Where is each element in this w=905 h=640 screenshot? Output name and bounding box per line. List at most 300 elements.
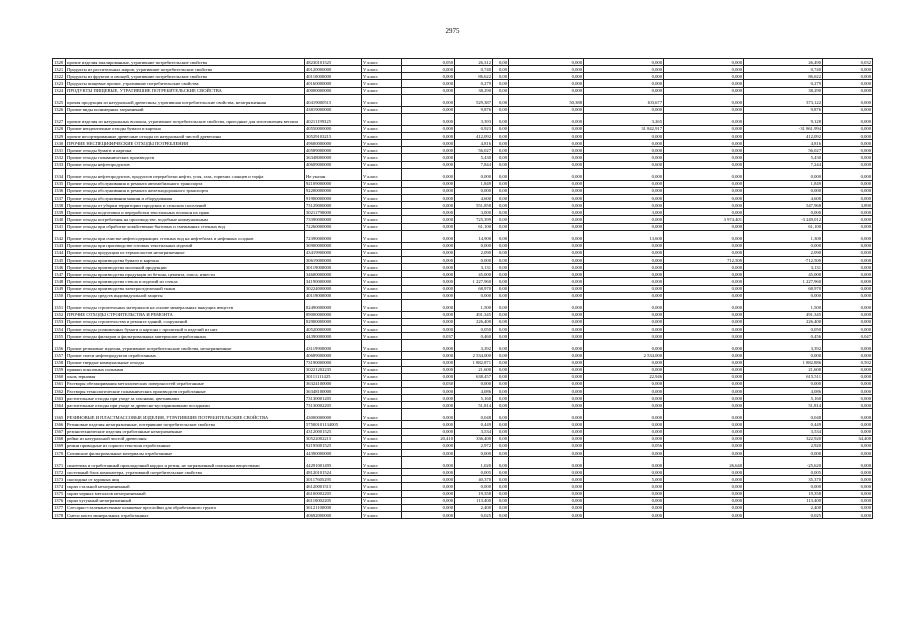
- col-end-cell: 0,000: [823, 326, 873, 333]
- hazard-class-cell: V класс: [362, 180, 402, 187]
- waste-name-cell: Прочие отходы от уборки территории городских и сельских поселений: [66, 202, 305, 209]
- table-row: [53, 168, 873, 180]
- col-end-cell: 0,000: [823, 147, 873, 154]
- table-row: [53, 256, 873, 263]
- col-end-cell: 0,000: [823, 230, 873, 242]
- waste-code-cell: 30111111425: [305, 373, 362, 380]
- hazard-class-cell: V класс: [362, 435, 402, 442]
- hazard-class-cell: V класс: [362, 457, 402, 469]
- table-row: [53, 340, 873, 352]
- col-start-cell: 0,000: [402, 223, 455, 230]
- col-used-cell: 0,000: [509, 428, 584, 435]
- row-number-cell: 1341: [53, 223, 66, 230]
- hazard-class-cell: V класс: [362, 209, 402, 216]
- col-remainder-cell: 0,000: [744, 168, 823, 180]
- col-used-cell: 0,000: [509, 285, 584, 292]
- col-transferred-cell: 0,000: [584, 512, 664, 519]
- row-number-cell: 1336: [53, 187, 66, 194]
- table-row: [53, 80, 873, 87]
- waste-code-cell: 30529103215: [305, 132, 362, 139]
- hazard-class-cell: V класс: [362, 132, 402, 139]
- hazard-class-cell: V класс: [362, 106, 402, 113]
- col-remainder-cell: 3,534: [744, 428, 823, 435]
- table-row: [53, 352, 873, 359]
- waste-name-cell: Продукты из фруктов и овощей, утратившие потребительские свойства: [66, 73, 305, 80]
- col-received-cell: 0,00: [493, 187, 509, 194]
- waste-name-cell: синтетика и отработанный прокладочный кордол и резин, не загрязненный опасными веществами: [66, 457, 305, 469]
- col-received-cell: 0,00: [493, 80, 509, 87]
- waste-code-cell: 92109000000: [305, 180, 362, 187]
- hazard-class-cell: V класс: [362, 373, 402, 380]
- table-row: [53, 285, 873, 292]
- col-used-cell: 0,000: [509, 326, 584, 333]
- table-row: [53, 230, 873, 242]
- col-transferred-cell: 0,000: [584, 202, 664, 209]
- col-formed-cell: 0,000: [455, 380, 493, 387]
- col-start-cell: 0,000: [402, 442, 455, 449]
- col-received-cell: 0,00: [493, 435, 509, 442]
- row-number-cell: 1337: [53, 194, 66, 201]
- col-placed-cell: 0,000: [664, 469, 744, 476]
- table-row: [53, 366, 873, 373]
- col-transferred-cell: 0,000: [584, 106, 664, 113]
- col-received-cell: 0,00: [493, 497, 509, 504]
- col-remainder-cell: 491,345: [744, 311, 823, 318]
- col-formed-cell: 19,358: [455, 490, 493, 497]
- col-formed-cell: 0,050: [455, 326, 493, 333]
- table-row: [53, 73, 873, 80]
- col-used-cell: 0,000: [509, 490, 584, 497]
- waste-code-cell: 72260000000: [305, 223, 362, 230]
- table-row: [53, 209, 873, 216]
- waste-name-cell: скрап черных металлов незагрязненный: [66, 490, 305, 497]
- waste-name-cell: Смеси масел минеральных отработанных: [66, 512, 305, 519]
- col-end-cell: 0,000: [823, 132, 873, 139]
- col-received-cell: 0,00: [493, 125, 509, 132]
- col-received-cell: 0,00: [493, 264, 509, 271]
- col-transferred-cell: 0,000: [584, 326, 664, 333]
- waste-code-cell: 46100002205: [305, 490, 362, 497]
- col-received-cell: 0,00: [493, 271, 509, 278]
- col-formed-cell: 2,400: [455, 504, 493, 511]
- col-end-cell: 3,890: [823, 202, 873, 209]
- col-remainder-cell: 35,370: [744, 476, 823, 483]
- table-row: [53, 497, 873, 504]
- row-number-cell: 1375: [53, 490, 66, 497]
- col-received-cell: 0,00: [493, 209, 509, 216]
- waste-name-cell: Прочие отходы нефтепродуктов: [66, 161, 305, 168]
- row-number-cell: 1360: [53, 373, 66, 380]
- col-received-cell: 0,00: [493, 194, 509, 201]
- col-start-cell: 0,000: [402, 187, 455, 194]
- waste-name-cell: скрап чугунный незагрязненный: [66, 497, 305, 504]
- col-start-cell: 0,000: [402, 180, 455, 187]
- col-transferred-cell: 0,000: [584, 483, 664, 490]
- col-remainder-cell: 9,128: [744, 113, 823, 125]
- hazard-class-cell: V класс: [362, 421, 402, 428]
- col-used-cell: 0,000: [509, 333, 584, 340]
- col-end-cell: 0,000: [823, 395, 873, 402]
- col-received-cell: 0,00: [493, 94, 509, 106]
- col-remainder-cell: 7,244: [744, 161, 823, 168]
- row-number-cell: 1367: [53, 428, 66, 435]
- col-start-cell: 0,000: [402, 202, 455, 209]
- row-number-cell: 1349: [53, 285, 66, 292]
- waste-code-cell: 43419900000: [305, 249, 362, 256]
- col-remainder-cell: 0,025: [744, 512, 823, 519]
- waste-name-cell: рейки из натуральной чистой древесины: [66, 435, 305, 442]
- row-number-cell: 1345: [53, 256, 66, 263]
- col-formed-cell: 226,400: [455, 318, 493, 325]
- col-received-cell: 0,00: [493, 66, 509, 73]
- row-number-cell: 1357: [53, 352, 66, 359]
- table-row: [53, 154, 873, 161]
- col-formed-cell: 4,816: [455, 140, 493, 147]
- col-transferred-cell: 0,000: [584, 180, 664, 187]
- col-formed-cell: 68,970: [455, 285, 493, 292]
- col-placed-cell: 0,000: [664, 333, 744, 340]
- waste-name-cell: Прочие отходы обслуживания машин и оборудования: [66, 194, 305, 201]
- waste-code-cell: 46110002205: [305, 497, 362, 504]
- col-formed-cell: 14,900: [455, 230, 493, 242]
- col-received-cell: 0,00: [493, 373, 509, 380]
- table-row: [53, 66, 873, 73]
- col-end-cell: 0,000: [823, 292, 873, 299]
- col-start-cell: 0,000: [402, 469, 455, 476]
- col-used-cell: 0,000: [509, 352, 584, 359]
- waste-code-cell: 73129000000: [305, 202, 362, 209]
- hazard-class-cell: V класс: [362, 311, 402, 318]
- col-start-cell: 0,000: [402, 504, 455, 511]
- table-row: [53, 359, 873, 366]
- col-placed-cell: 3 974,401: [664, 216, 744, 223]
- hazard-class-cell: V класс: [362, 340, 402, 352]
- col-start-cell: 0,000: [402, 497, 455, 504]
- col-transferred-cell: 0,000: [584, 311, 664, 318]
- col-start-cell: 0,000: [402, 318, 455, 325]
- waste-name-cell: Прочие отходы подготовки и переработки текстильных волокон их пряж: [66, 209, 305, 216]
- col-received-cell: 0,00: [493, 490, 509, 497]
- waste-name-cell: Прочие отходы производства продукции из бетона, цемента, гипса, извести: [66, 271, 305, 278]
- col-transferred-cell: 0,000: [584, 242, 664, 249]
- col-start-cell: 0,000: [402, 366, 455, 373]
- col-received-cell: 0,00: [493, 256, 509, 263]
- col-transferred-cell: 0,000: [584, 264, 664, 271]
- col-placed-cell: 0,000: [664, 125, 744, 132]
- table-row: [53, 187, 873, 194]
- col-formed-cell: 3,534: [455, 428, 493, 435]
- waste-name-cell: Прочие отходы производства электроотделочной ткани: [66, 285, 305, 292]
- hazard-class-cell: V класс: [362, 428, 402, 435]
- col-placed-cell: 0,000: [664, 512, 744, 519]
- col-used-cell: 0,000: [509, 80, 584, 87]
- col-start-cell: 0,000: [402, 66, 455, 73]
- row-number-cell: 1348: [53, 278, 66, 285]
- col-placed-cell: 0,000: [664, 264, 744, 271]
- col-formed-cell: 1 882,871: [455, 359, 493, 366]
- hazard-class-cell: V класс: [362, 125, 402, 132]
- col-start-cell: 0,000: [402, 421, 455, 428]
- hazard-class-cell: V класс: [362, 326, 402, 333]
- col-remainder-cell: 0,000: [744, 380, 823, 387]
- hazard-class-cell: V класс: [362, 194, 402, 201]
- col-placed-cell: 0,000: [664, 132, 744, 139]
- waste-name-cell: Ситивские фильтровальные материалы отработанные: [66, 450, 305, 457]
- col-placed-cell: 0,000: [664, 59, 744, 66]
- col-placed-cell: 0,000: [664, 497, 744, 504]
- col-used-cell: 0,000: [509, 187, 584, 194]
- col-end-cell: 0,000: [823, 402, 873, 409]
- hazard-class-cell: V класс: [362, 512, 402, 519]
- hazard-class-cell: V класс: [362, 230, 402, 242]
- col-used-cell: 0,000: [509, 311, 584, 318]
- col-placed-cell: 0,000: [664, 80, 744, 87]
- row-number-cell: 1334: [53, 168, 66, 180]
- waste-code-cell: 40119000000: [305, 292, 362, 299]
- waste-code-cell: 40110000000: [305, 73, 362, 80]
- col-used-cell: 0,000: [509, 194, 584, 201]
- table-row: [53, 435, 873, 442]
- row-number-cell: 1364: [53, 402, 66, 409]
- col-remainder-cell: 0,048: [744, 409, 823, 421]
- hazard-class-cell: V класс: [362, 278, 402, 285]
- col-used-cell: 0,000: [509, 132, 584, 139]
- col-received-cell: 0,00: [493, 180, 509, 187]
- col-end-cell: 0,000: [823, 512, 873, 519]
- col-formed-cell: 4,086: [455, 388, 493, 395]
- col-received-cell: 0,00: [493, 311, 509, 318]
- waste-name-cell: Прочие отходы обслуживания и ремонта автомобильного транспорта: [66, 180, 305, 187]
- col-remainder-cell: 4,086: [744, 388, 823, 395]
- col-formed-cell: 0,000: [455, 187, 493, 194]
- col-received-cell: 0,00: [493, 161, 509, 168]
- col-received-cell: 0,00: [493, 333, 509, 340]
- col-received-cell: 0,00: [493, 476, 509, 483]
- table-row: [53, 380, 873, 387]
- col-formed-cell: 0,279: [455, 80, 493, 87]
- col-start-cell: 0,000: [402, 483, 455, 490]
- col-received-cell: 0,00: [493, 512, 509, 519]
- col-received-cell: 0,00: [493, 73, 509, 80]
- waste-code-cell: 34600000000: [305, 271, 362, 278]
- row-number-cell: 1358: [53, 359, 66, 366]
- table-row: [53, 140, 873, 147]
- col-transferred-cell: 3,265: [584, 113, 664, 125]
- row-number-cell: 1376: [53, 497, 66, 504]
- col-start-cell: 0,000: [402, 402, 455, 409]
- row-number-cell: 1332: [53, 154, 66, 161]
- col-placed-cell: 0,000: [664, 154, 744, 161]
- col-remainder-cell: 19,358: [744, 490, 823, 497]
- waste-name-cell: Прочие отходы при очистке нефтесодержащих сточных вод на нефтебазах и нефтяных осадков: [66, 230, 305, 242]
- row-number-cell: 1342: [53, 230, 66, 242]
- table-row: [53, 388, 873, 395]
- col-remainder-cell: -25,620: [744, 457, 823, 469]
- col-placed-cell: 0,000: [664, 483, 744, 490]
- col-end-cell: 0,592: [823, 359, 873, 366]
- table-row: [53, 249, 873, 256]
- col-start-cell: 0,000: [402, 278, 455, 285]
- col-remainder-cell: 0,005: [744, 469, 823, 476]
- table-row: [53, 512, 873, 519]
- table-row: [53, 59, 873, 66]
- col-formed-cell: 86,622: [455, 73, 493, 80]
- col-transferred-cell: 0,000: [584, 80, 664, 87]
- col-start-cell: 0,000: [402, 264, 455, 271]
- table-row: [53, 299, 873, 311]
- row-number-cell: 1331: [53, 147, 66, 154]
- col-used-cell: 0,000: [509, 202, 584, 209]
- col-formed-cell: 1,849: [455, 180, 493, 187]
- waste-table: [52, 58, 873, 519]
- col-placed-cell: 0,000: [664, 450, 744, 457]
- col-formed-cell: 551,858: [455, 202, 493, 209]
- row-number-cell: 1366: [53, 421, 66, 428]
- col-transferred-cell: 2 534,000: [584, 352, 664, 359]
- row-number-cell: 1365: [53, 409, 66, 421]
- col-used-cell: 0,000: [509, 66, 584, 73]
- col-placed-cell: 0,000: [664, 311, 744, 318]
- col-used-cell: 0,000: [509, 125, 584, 132]
- col-received-cell: 0,00: [493, 442, 509, 449]
- col-formed-cell: 2,972: [455, 442, 493, 449]
- table-row: [53, 271, 873, 278]
- col-start-cell: 0,000: [402, 140, 455, 147]
- row-number-cell: 1352: [53, 311, 66, 318]
- col-received-cell: 0,00: [493, 428, 509, 435]
- col-used-cell: 0,000: [509, 388, 584, 395]
- col-transferred-cell: 0,000: [584, 490, 664, 497]
- col-end-cell: 0,000: [823, 73, 873, 80]
- col-end-cell: 0,000: [823, 216, 873, 223]
- col-placed-cell: 0,000: [664, 352, 744, 359]
- waste-code-cell: 40160000000: [305, 80, 362, 87]
- col-used-cell: 0,000: [509, 395, 584, 402]
- col-received-cell: 0,00: [493, 216, 509, 223]
- col-transferred-cell: 31 842,917: [584, 125, 664, 132]
- col-formed-cell: 3,392: [455, 340, 493, 352]
- col-transferred-cell: 5,000: [584, 476, 664, 483]
- col-received-cell: 0,00: [493, 230, 509, 242]
- col-transferred-cell: 13,600: [584, 230, 664, 242]
- col-transferred-cell: 0,000: [584, 278, 664, 285]
- row-number-cell: 1339: [53, 209, 66, 216]
- col-start-cell: 0,000: [402, 326, 455, 333]
- waste-name-cell: пыль зерновая: [66, 373, 305, 380]
- row-number-cell: 1326: [53, 106, 66, 113]
- waste-code-cell: 36348000000: [305, 154, 362, 161]
- page-number: 2975: [445, 27, 460, 35]
- col-transferred-cell: 0,000: [584, 187, 664, 194]
- table-row: [53, 87, 873, 94]
- col-end-cell: 0,000: [823, 249, 873, 256]
- waste-name-cell: Резиновые изделия незагрязненные, потерявшие потребительские свойства: [66, 421, 305, 428]
- col-remainder-cell: 615,511: [744, 373, 823, 380]
- waste-name-cell: Прочие отходы строительных материалов на основе минеральных вяжущих веществ: [66, 299, 305, 311]
- col-formed-cell: 4,600: [455, 194, 493, 201]
- col-end-cell: 0,000: [823, 483, 873, 490]
- col-end-cell: 0,000: [823, 318, 873, 325]
- col-start-cell: 0,000: [402, 299, 455, 311]
- waste-code-cell: 73130001205: [305, 395, 362, 402]
- col-placed-cell: 0,000: [664, 187, 744, 194]
- col-start-cell: 0,050: [402, 59, 455, 66]
- waste-name-cell: прочие изделия эмалированные, утратившие потребительские свойства: [66, 59, 305, 66]
- col-placed-cell: 0,000: [664, 161, 744, 168]
- table-row: [53, 147, 873, 154]
- col-end-cell: 0,000: [823, 87, 873, 94]
- waste-code-cell: 30211790000: [305, 209, 362, 216]
- col-used-cell: 0,000: [509, 168, 584, 180]
- waste-code-cell: 30224000000: [305, 285, 362, 292]
- col-end-cell: 0,000: [823, 450, 873, 457]
- col-end-cell: 0,000: [823, 194, 873, 201]
- col-remainder-cell: 21,600: [744, 366, 823, 373]
- col-used-cell: 0,000: [509, 264, 584, 271]
- col-transferred-cell: 0,000: [584, 497, 664, 504]
- col-formed-cell: 0,000: [455, 242, 493, 249]
- waste-name-cell: системный блок компьютера, утративший потребительские свойства: [66, 469, 305, 476]
- waste-name-cell: Прочие виды полимерных загрязнений: [66, 106, 305, 113]
- col-remainder-cell: 51,814: [744, 402, 823, 409]
- waste-code-cell: 57500101134005: [305, 421, 362, 428]
- col-formed-cell: 26,312: [455, 59, 493, 66]
- waste-name-cell: Прочие отходы производства молочной продукции: [66, 264, 305, 271]
- col-used-cell: 0,000: [509, 512, 584, 519]
- row-number-cell: 1327: [53, 113, 66, 125]
- col-start-cell: 0,000: [402, 168, 455, 180]
- col-used-cell: 0,000: [509, 140, 584, 147]
- col-end-cell: 0,000: [823, 457, 873, 469]
- col-placed-cell: 0,000: [664, 168, 744, 180]
- col-used-cell: 0,000: [509, 106, 584, 113]
- waste-name-cell: Прочие отходы бумаги и картона: [66, 147, 305, 154]
- col-received-cell: 0,00: [493, 388, 509, 395]
- col-used-cell: 0,000: [509, 469, 584, 476]
- col-end-cell: 0,000: [823, 340, 873, 352]
- hazard-class-cell: V класс: [362, 352, 402, 359]
- waste-code-cell: 73190000000: [305, 359, 362, 366]
- row-number-cell: 1362: [53, 388, 66, 395]
- table-row: [53, 311, 873, 318]
- hazard-class-cell: V класс: [362, 483, 402, 490]
- col-remainder-cell: 68,970: [744, 285, 823, 292]
- col-start-cell: 0,030: [402, 380, 455, 387]
- row-number-cell: 1377: [53, 504, 66, 511]
- col-placed-cell: 0,000: [664, 435, 744, 442]
- col-placed-cell: 0,000: [664, 285, 744, 292]
- waste-name-cell: ПРОЧИЕ ОТХОДЫ СТРОИТЕЛЬСТВА И РЕМОНТА: [66, 311, 305, 318]
- table-row: [53, 125, 873, 132]
- col-remainder-cell: 4,816: [744, 140, 823, 147]
- hazard-class-cell: V класс: [362, 395, 402, 402]
- table-row: [53, 409, 873, 421]
- col-placed-cell: 0,000: [664, 230, 744, 242]
- col-end-cell: 0,000: [823, 187, 873, 194]
- col-remainder-cell: 9,876: [744, 106, 823, 113]
- col-formed-cell: 491,345: [455, 311, 493, 318]
- hazard-class-cell: V класс: [362, 59, 402, 66]
- col-used-cell: 0,000: [509, 476, 584, 483]
- col-end-cell: 0,000: [823, 168, 873, 180]
- col-start-cell: 0,000: [402, 340, 455, 352]
- hazard-class-cell: V класс: [362, 140, 402, 147]
- col-placed-cell: 0,000: [664, 299, 744, 311]
- col-formed-cell: 40,370: [455, 476, 493, 483]
- col-received-cell: 0,00: [493, 202, 509, 209]
- col-received-cell: 0,00: [493, 168, 509, 180]
- hazard-class-cell: V класс: [362, 450, 402, 457]
